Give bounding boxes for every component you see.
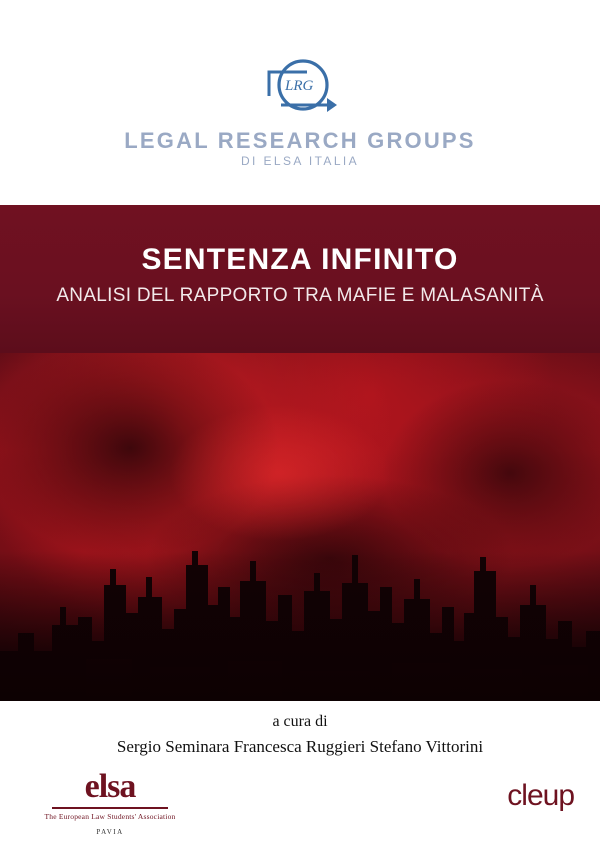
- cover-artwork: [0, 353, 600, 701]
- org-subtitle: DI ELSA ITALIA: [240, 154, 360, 168]
- elsa-underline: [52, 807, 168, 809]
- title-band: [0, 205, 600, 353]
- elsa-tagline: The European Law Students' Association: [44, 812, 176, 821]
- elsa-city: PAVIA: [96, 828, 124, 836]
- page-title: SENTENZA INFINITO: [141, 243, 459, 276]
- elsa-logo: [20, 769, 200, 836]
- cleup-wordmark: cleup: [507, 779, 574, 812]
- cover-footer: [0, 769, 600, 842]
- credits-block: [0, 701, 600, 769]
- org-title: LEGAL RESEARCH GROUPS: [124, 128, 476, 153]
- cover-header: [0, 0, 600, 205]
- elsa-wordmark: elsa: [84, 768, 136, 805]
- page-subtitle: ANALISI DEL RAPPORTO TRA MAFIE E MALASANITÀ: [56, 285, 544, 306]
- artwork-bottom-fade: [0, 551, 600, 701]
- author-list: Sergio Seminara Francesca Ruggieri Stefano Vittorini: [116, 737, 484, 756]
- lrg-arrow-logo-icon: [261, 58, 339, 116]
- svg-text:LRG: LRG: [285, 78, 314, 94]
- edited-by-label: a cura di: [272, 713, 328, 730]
- cleup-logo: [507, 779, 574, 813]
